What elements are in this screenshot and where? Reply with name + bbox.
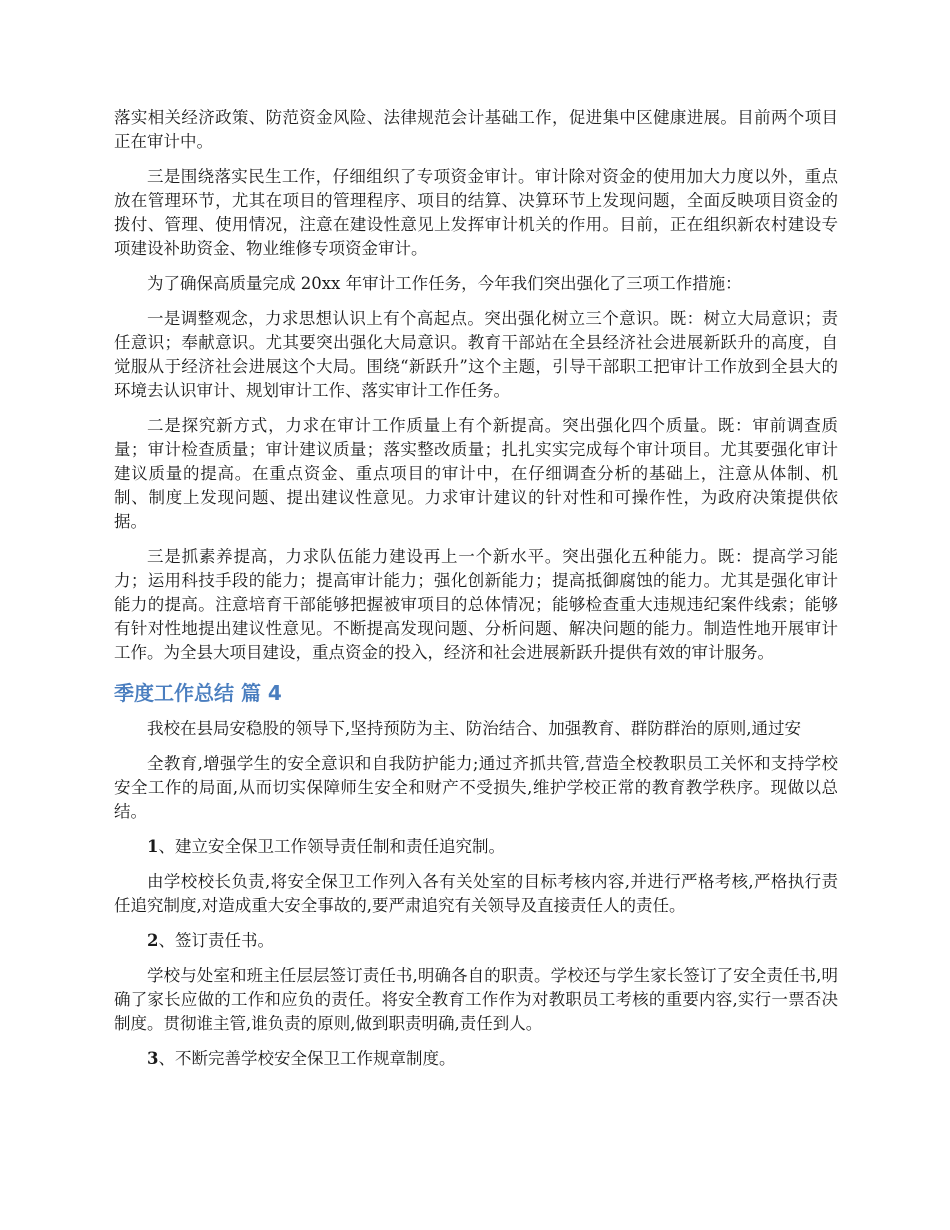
body-paragraph: 落实相关经济政策、防范资金风险、法律规范会计基础工作，促进集中区健康进展。目前两个项目正在审计中。: [114, 108, 838, 151]
item-number: 1: [147, 837, 159, 856]
body-paragraph: 二是探究新方式，力求在审计工作质量上有个新提高。突出强化四个质量。既：审前调查质量；审计检查质量；审计建议质量；落实整改质量；扎扎实实完成每个审计项目。尤其要强化审计建议质量的提高。在重点资金、重点项目的审计中，在仔细调查分析的基础上，注意从体制、机制、制度上发现问题、提出建议性意见。力求审计建议的针对性和可操作性，为政府决策提供依据。: [114, 416, 838, 531]
item-text: 、建立安全保卫工作领导责任制和责任追究制。: [158, 837, 505, 856]
item-number: 3: [147, 1049, 159, 1068]
section-heading: 季度工作总结 篇 4: [114, 681, 282, 705]
numbered-item: [114, 929, 838, 953]
body-paragraph: 学校与处室和班主任层层签订责任书,明确各自的职责。学校还与学生家长签订了安全责任书,明确了家长应做的工作和应负的责任。将安全教育工作作为对教职员工考核的重要内容,实行一票否决制度。贯彻谁主管,谁负责的原则,做到职责明确,责任到人。: [114, 966, 838, 1033]
body-paragraph: 一是调整观念，力求思想认识上有个高起点。突出强化树立三个意识。既：树立大局意识；责任意识；奉献意识。尤其要突出强化大局意识。教育干部站在全县经济社会进展新跃升的高度，自觉服从于经济社会进展这个大局。围绕“新跃升”这个主题，引导干部职工把审计工作放到全县大的环境去认识审计、规划审计工作、落实审计工作任务。: [114, 309, 838, 400]
body-paragraph: 由学校校长负责,将安全保卫工作列入各有关处室的目标考核内容,并进行严格考核,严格执行责任追究制度,对造成重大安全事故的,要严肃追究有关领导及直接责任人的责任。: [114, 872, 838, 915]
body-paragraph: 为了确保高质量完成 20xx 年审计工作任务，今年我们突出强化了三项工作措施：: [147, 274, 742, 293]
body-paragraph: 我校在县局安稳股的领导下,坚持预防为主、防治结合、加强教育、群防群治的原则,通过安: [147, 719, 801, 738]
document-page: [114, 106, 838, 1082]
numbered-item: [114, 1047, 838, 1071]
item-text: 、不断完善学校安全保卫工作规章制度。: [158, 1049, 456, 1068]
body-paragraph: 三是抓素养提高，力求队伍能力建设再上一个新水平。突出强化五种能力。既：提高学习能力；运用科技手段的能力；提高审计能力；强化创新能力；提高抵御腐蚀的能力。尤其是强化审计能力的提高。注意培育干部能够把握被审项目的总体情况；能够检查重大违规违纪案件线索；能够有针对性地提出建议性意见。不断提高发现问题、分析问题、解决问题的能力。制造性地开展审计工作。为全县大项目建设，重点资金的投入，经济和社会进展新跃升提供有效的审计服务。: [114, 547, 838, 662]
item-number: 2: [147, 931, 159, 950]
numbered-item: [114, 835, 838, 859]
body-paragraph: 三是围绕落实民生工作，仔细组织了专项资金审计。审计除对资金的使用加大力度以外，重点放在管理环节，尤其在项目的管理程序、项目的结算、决算环节上发现问题，全面反映项目资金的拨付、管理、使用情况，注意在建设性意见上发挥审计机关的作用。目前，正在组织新农村建设专项建设补助资金、物业维修专项资金审计。: [114, 167, 838, 258]
item-text: 、签订责任书。: [158, 931, 274, 950]
body-paragraph: 全教育,增强学生的安全意识和自我防护能力;通过齐抓共管,营造全校教职员工关怀和支持学校安全工作的局面,从而切实保障师生安全和财产不受损失,维护学校正常的教育教学秩序。现做以总结。: [114, 754, 838, 821]
